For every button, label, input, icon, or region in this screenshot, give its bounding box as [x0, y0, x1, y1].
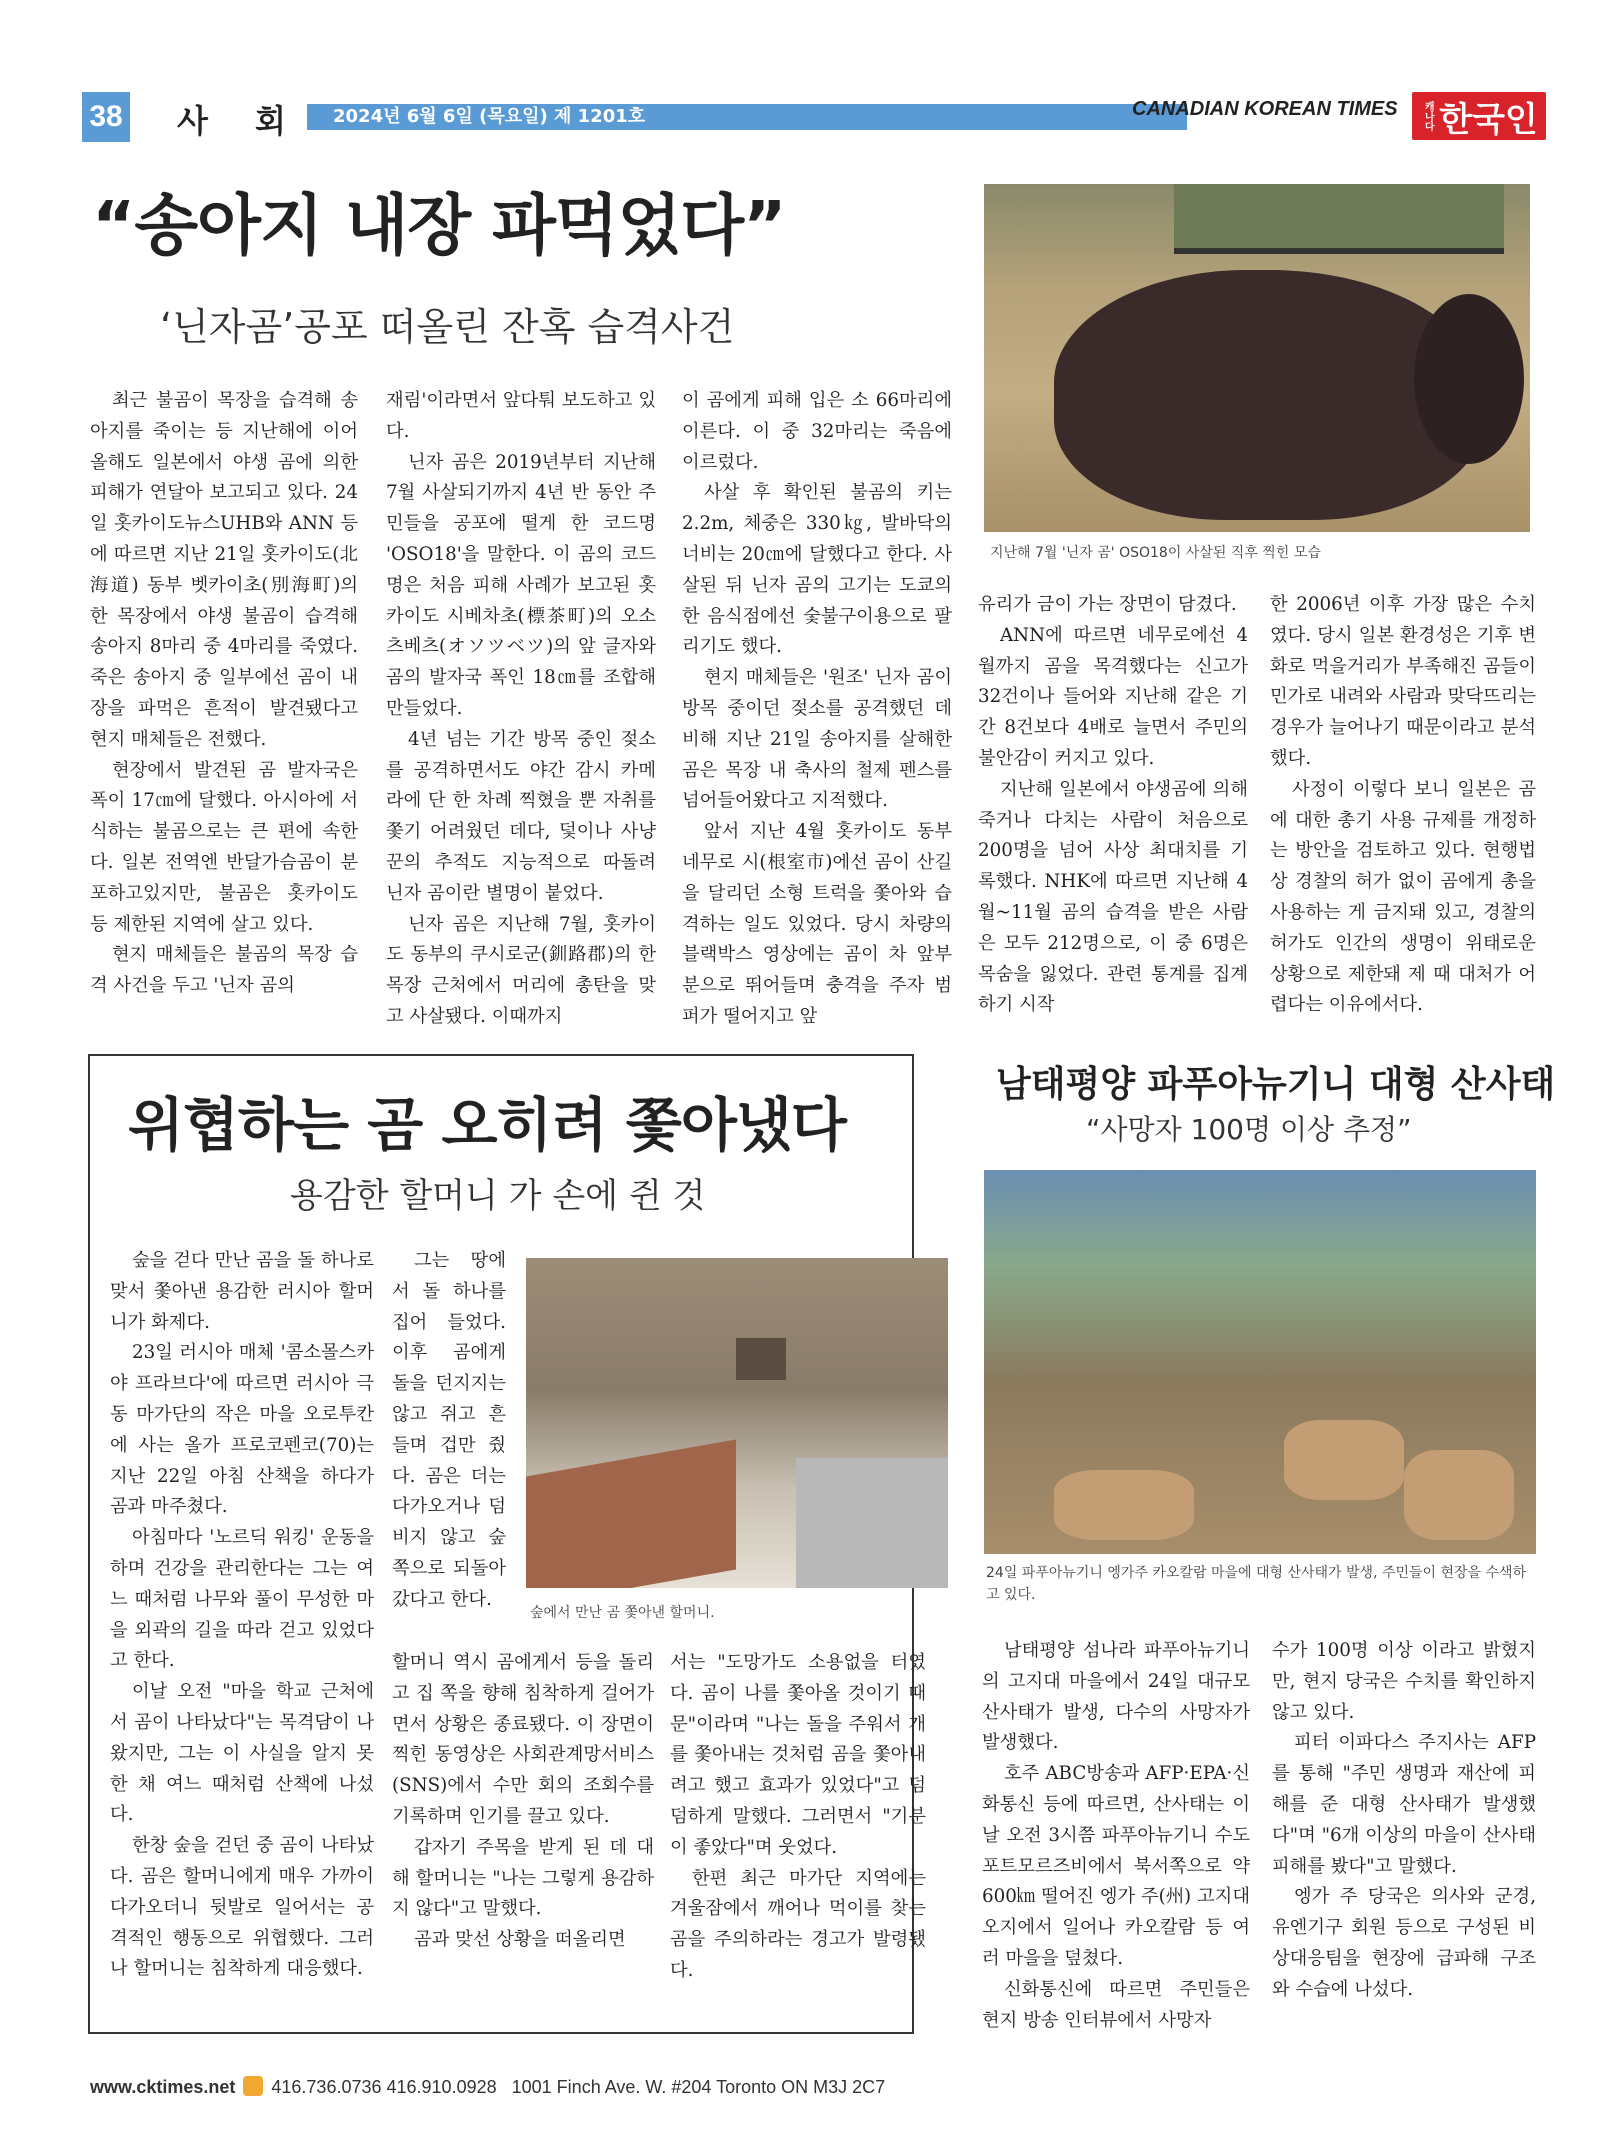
paragraph: 갑자기 주목을 받게 된 데 대해 할머니는 "나는 그렇게 용감하지 않다"고 말했다.: [392, 1836, 654, 1920]
paragraph: 남태평양 섬나라 파푸아뉴기니의 고지대 마을에서 24일 대규모 산사태가 발생, 다수의 사망자가 발생했다.: [982, 1640, 1250, 1754]
paragraph: 아침마다 '노르딕 워킹' 운동을 하며 건강을 관리한다는 그는 여느 때처럼 나무와 풀이 무성한 마을 외곽의 길을 따라 걷고 있었다고 한다.: [110, 1527, 374, 1672]
article3-subtitle: “사망자 100명 이상 추정”: [1086, 1113, 1412, 1146]
roof-shape: [526, 1439, 736, 1588]
paragraph: 한편 최근 마가단 지역에는 겨울잠에서 깨어나 먹이를 찾는 곰을 주의하라는 경고가 발령됐다.: [670, 1867, 926, 1981]
rock-shape: [1054, 1470, 1194, 1540]
article1-column-4: [978, 590, 1248, 1021]
paragraph: 유리가 금이 가는 장면이 담겼다.: [978, 594, 1237, 615]
paragraph: 서는 "도망가도 소용없을 터였다. 곰이 나를 쫓아올 것이기 때문"이라며 "나는 돌을 주워서 개를 쫓아내는 것처럼 곰을 쫓아내려고 했고 효과가 있었다"고 덤덤하게 말했다. 그러면서 "기분이 좋았다"며 웃었다.: [670, 1652, 926, 1858]
paragraph: 최근 불곰이 목장을 습격해 송아지를 죽이는 등 지난해에 이어 올해도 일본에서 야생 곰에 의한 피해가 연달아 보고되고 있다. 24일 홋카이도뉴스UHB와 ANN 등에 따르면 지난 21일 홋카이도(北海道) 동부 벳카이초(別海町)의 한 목장에서 야생 불곰이 습격해 송아지 8마리 중 4마리를 죽였다. 죽은 송아지 중 일부에선 곰이 내장을 파먹은 흔적이 발견됐다고 현지 매체들은 전했다.: [90, 390, 358, 750]
article1-column-5: [1270, 590, 1536, 1021]
paragraph: ANN에 따르면 네무로에선 4월까지 곰을 목격했다는 신고가 32건이나 들어와 지난해 같은 기간 8건보다 4배로 늘면서 주민의 불안감이 커지고 있다.: [978, 624, 1248, 769]
page-header: [82, 92, 1546, 142]
forest-photo-caption: 숲에서 만난 곰 쫓아낸 할머니.: [530, 1605, 715, 1621]
paragraph: 한창 숲을 걷던 중 곰이 나타났다. 곰은 할머니에게 매우 가까이 다가오더니 뒷발로 일어서는 공격적인 행동으로 위협했다. 그러나 할머니는 침착하게 대응했다.: [110, 1835, 374, 1980]
roof-shape: [796, 1458, 948, 1588]
paragraph: 숲을 걷다 만난 곰을 돌 하나로 맞서 쫓아낸 용감한 러시아 할머니가 화제다.: [110, 1250, 374, 1333]
paragraph: 피터 이파다스 주지사는 AFP를 통해 "주민 생명과 재산에 피해를 준 대형 산사태가 발생했다"며 "6개 이상의 마을이 산사태 피해를 봤다"고 말했다.: [1272, 1732, 1536, 1877]
paragraph: 앞서 지난 4월 홋카이도 동부 네무로 시(根室市)에선 곰이 산길을 달리던 소형 트럭을 쫓아와 습격하는 일도 있었다. 당시 차량의 블랙박스 영상에는 곰이 차 앞부분으로 뛰어들며 충격을 주자 범퍼가 떨어지고 앞: [682, 821, 952, 1027]
paragraph: 한 2006년 이후 가장 많은 수치였다. 당시 일본 환경성은 기후 변화로 먹을거리가 부족해진 곰들이 민가로 내려와 사람과 맞닥뜨리는 경우가 늘어나기 때문이라고 분석했다.: [1270, 594, 1536, 769]
article2-column-2-top: [392, 1246, 506, 1616]
bear-head-shape: [1414, 294, 1524, 464]
paragraph: 수가 100명 이상 이라고 밝혔지만, 현지 당국은 수치를 확인하지 않고 있다.: [1272, 1640, 1536, 1723]
article2-column-3: [670, 1648, 926, 1987]
paragraph: 이날 오전 "마을 학교 근처에서 곰이 나타났다"는 목격담이 나왔지만, 그는 이 사실을 알지 못한 채 여느 때처럼 산책에 나섰다.: [110, 1681, 374, 1826]
brand-name: CANADIAN KOREAN TIMES: [1132, 98, 1398, 120]
section-title: 사 회: [177, 102, 304, 140]
paragraph: 이 곰에게 피해 입은 소 66마리에 이른다. 이 중 32마리는 죽음에 이르렀다.: [682, 390, 952, 473]
address: 1001 Finch Ave. W. #204 Toronto ON M3J 2C7: [511, 2077, 886, 2097]
phone-icon: [243, 2076, 263, 2096]
paragraph: 4년 넘는 기간 방목 중인 젖소를 공격하면서도 야간 감시 카메라에 단 한 차례 찍혔을 뿐 자취를 쫓기 어려웠던 데다, 덫이나 사냥꾼의 추적도 지능적으로 따돌려 닌자 곰이란 별명이 붙었다.: [386, 728, 656, 904]
rock-shape: [1404, 1450, 1514, 1540]
logo-text: 한국인: [1439, 99, 1538, 140]
article1-title: “송아지 내장 파먹었다”: [92, 187, 786, 264]
article2-title: 위협하는 곰 오히려 쫓아냈다: [128, 1091, 846, 1159]
paragraph: 사정이 이렇다 보니 일본은 곰에 대한 총기 사용 규제를 개정하는 방안을 검토하고 있다. 현행법상 경찰의 허가 없이 곰에게 총을 사용하는 게 금지돼 있고, 경찰의 허가도 인간의 생명이 위태로운 상황으로 제한돼 제 때 대처가 어렵다는 이유에서다.: [1270, 778, 1536, 1016]
bear-photo: [984, 184, 1530, 532]
truck-shape: [1174, 184, 1504, 254]
paragraph: 현지 매체들은 '원조' 닌자 곰이 방목 중이던 젖소를 공격했던 데 비해 지난 21일 송아지를 살해한 곰은 목장 내 축사의 철제 펜스를 넘어들어왔다고 지적했다.: [682, 667, 952, 812]
forest-photo: [526, 1258, 948, 1588]
issue-date: 2024년 6월 6일 (목요일) 제 1201호: [307, 104, 1187, 130]
paragraph: 지난해 일본에서 야생곰에 의해 죽거나 다치는 사람이 처음으로 200명을 넘어 사상 최대치를 기록했다. NHK에 따르면 지난해 4월~11월 곰의 습격을 받은 사람은 모두 212명으로, 이 중 6명은 목숨을 잃었다. 관련 통계를 집계하기 시작: [978, 778, 1248, 1016]
article1-column-1: [90, 386, 358, 1002]
article1-column-3: [682, 386, 952, 1033]
article2-subtitle: 용감한 할머니 가 손에 쥔 것: [290, 1176, 706, 1216]
paragraph: 신화통신에 따르면 주민들은 현지 방송 인터뷰에서 사망자: [982, 1978, 1250, 2031]
paragraph: 닌자 곰은 2019년부터 지난해 7월 사살되기까지 4년 반 동안 주민들을 공포에 떨게 한 코드명 'OSO18'을 말한다. 이 곰의 코드명은 처음 피해 사례가 보고된 홋카이도 시베차초(標茶町)의 오소츠베츠(オソツベツ)의 앞 글자와 곰의 발자국 폭인 18㎝를 조합해 만들었다.: [386, 451, 656, 719]
paragraph: 재림'이라면서 앞다퉈 보도하고 있다.: [386, 390, 656, 442]
paragraph: 23일 러시아 매체 '콤소몰스카야 프라브다'에 따르면 러시아 극동 마가단의 작은 마을 오로투칸에 사는 올가 프로코펜코(70)는 지난 22일 아침 산책을 하다가 곰과 마주쳤다.: [110, 1342, 374, 1518]
newspaper-logo: [1412, 92, 1546, 140]
article2-column-2-bottom: [392, 1648, 654, 1956]
website-url[interactable]: www.cktimes.net: [90, 2077, 236, 2097]
paragraph: 곰과 맞선 상황을 떠올리면: [413, 1929, 626, 1951]
article1-subtitle: ‘닌자곰’공포 떠올린 잔혹 습격사건: [160, 305, 735, 349]
article3-column-1: [982, 1636, 1250, 2036]
rock-shape: [1284, 1420, 1404, 1500]
page-footer: [90, 2076, 885, 2098]
landslide-photo: [984, 1170, 1536, 1554]
paragraph: 그는 땅에서 돌 하나를 집어 들었다. 이후 곰에게 돌을 던지지는 않고 쥐고 흔들며 겁만 줬다. 곰은 더는 다가오거나 덤비지 않고 숲 쪽으로 되돌아갔다고 한다.: [392, 1250, 506, 1610]
article3-title: 남태평양 파푸아뉴기니 대형 산사태: [996, 1064, 1556, 1105]
paragraph: 사살 후 확인된 불곰의 키는 2.2m, 체중은 330㎏, 발바닥의 너비는 20㎝에 달했다고 한다. 사살된 뒤 닌자 곰의 고기는 도쿄의 한 음식점에선 숯불구이용으로 팔리기도 했다.: [682, 482, 952, 658]
paragraph: 현지 매체들은 불곰의 목장 습격 사건을 두고 '닌자 곰의: [90, 944, 358, 997]
bear-shape: [736, 1338, 786, 1380]
logo-small-text: 캐나다: [1422, 101, 1434, 131]
phone-numbers: 416.736.0736 416.910.0928: [271, 2077, 497, 2097]
article3-column-2: [1272, 1636, 1536, 2006]
paragraph: 현장에서 발견된 곰 발자국은 폭이 17㎝에 달했다. 아시아에 서식하는 불곰으로는 큰 편에 속한다. 일본 전역엔 반달가슴곰이 분포하고있지만, 불곰은 홋카이도 등 제한된 지역에 살고 있다.: [90, 759, 358, 935]
paragraph: 엥가 주 당국은 의사와 군경, 유엔기구 회원 등으로 구성된 비상대응팀을 현장에 급파해 구조와 수습에 나섰다.: [1272, 1886, 1536, 2000]
bear-photo-caption: 지난해 7월 '닌자 곰' OSO18이 사살된 직후 찍힌 모습: [990, 545, 1321, 561]
paragraph: 할머니 역시 곰에게서 등을 돌리고 집 쪽을 향해 침착하게 걸어가면서 상황은 종료됐다. 이 장면이 찍힌 동영상은 사회관계망서비스(SNS)에서 수만 회의 조회수를 기록하며 인기를 끌고 있다.: [392, 1652, 654, 1827]
article2-column-1: [110, 1246, 374, 1985]
paragraph: 닌자 곰은 지난해 7월, 홋카이도 동부의 쿠시로군(釧路郡)의 한 목장 근처에서 머리에 총탄을 맞고 사살됐다. 이때까지: [386, 913, 656, 1027]
paragraph: 호주 ABC방송과 AFP·EPA·신화통신 등에 따르면, 산사태는 이날 오전 3시쯤 파푸아뉴기니 수도 포트모르즈비에서 북서쪽으로 약 600㎞ 떨어진 엥가 주(州) 고지대 오지에서 일어나 카오칼람 등 여러 마을을 덮쳤다.: [982, 1763, 1250, 1969]
landslide-photo-caption: 24일 파푸아뉴기니 엥가주 카오칼람 마을에 대형 산사태가 발생, 주민들이 현장을 수색하고 있다.: [986, 1565, 1527, 1603]
article1-column-2: [386, 386, 656, 1033]
page-number: 38: [82, 92, 130, 142]
